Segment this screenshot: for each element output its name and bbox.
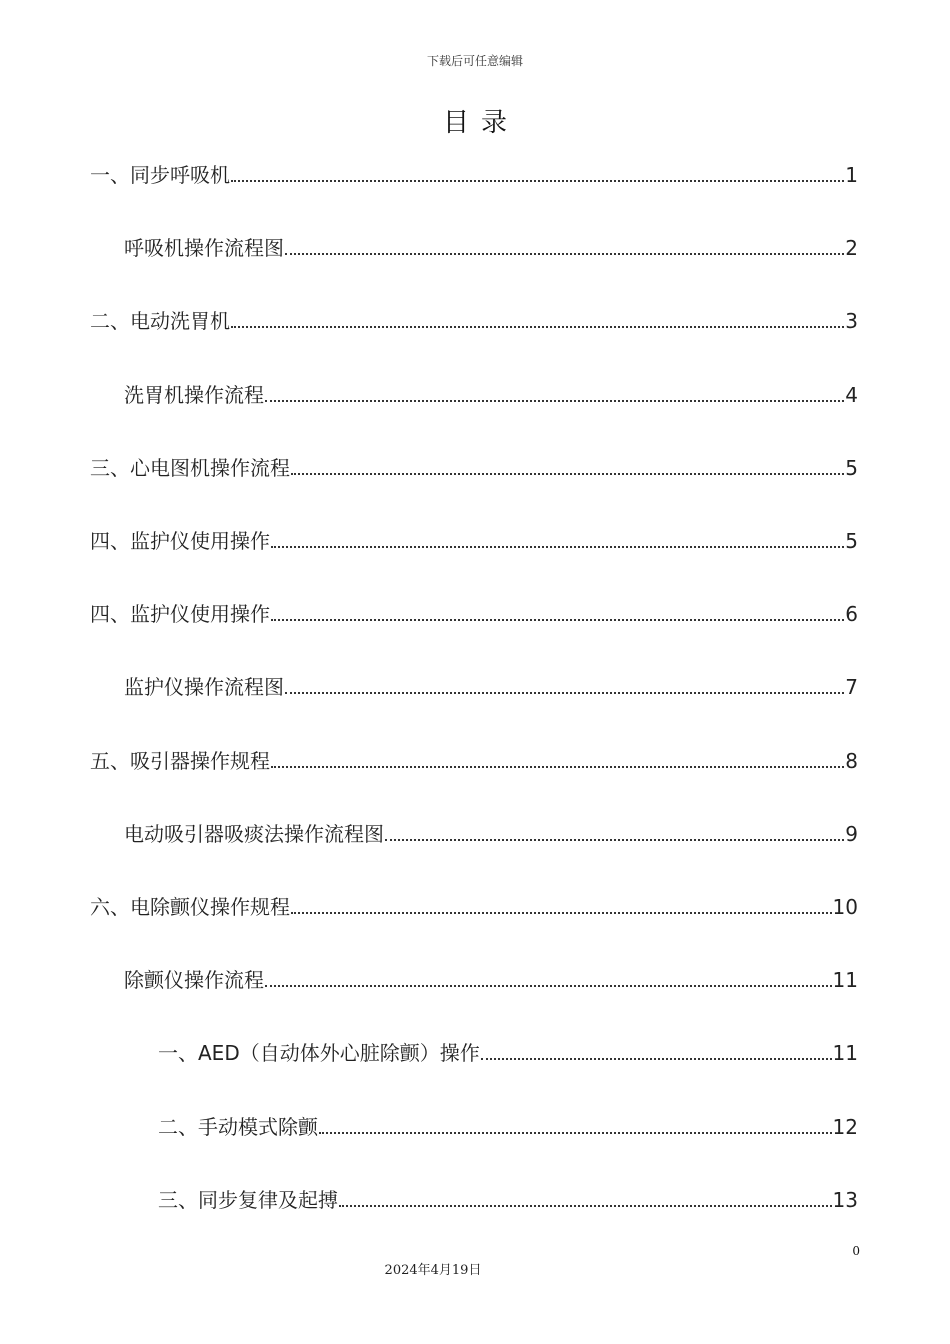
toc-entry-text: 六、电除颤仪操作规程 — [90, 895, 290, 919]
toc-entry-text: 二、电动洗胃机 — [90, 309, 230, 333]
toc-title: 目录 — [442, 108, 519, 138]
toc-dot-leader — [319, 1132, 832, 1134]
toc-entry-page: 6 — [845, 602, 858, 626]
toc-entry[interactable] — [124, 374, 858, 408]
toc-entry-text: 三、心电图机操作流程 — [90, 456, 290, 480]
toc-entry-page: 1 — [845, 163, 858, 187]
toc-entry[interactable] — [124, 813, 858, 847]
toc-entry-page: 2 — [845, 236, 858, 260]
toc-entry[interactable] — [90, 740, 858, 774]
toc-entry-page: 3 — [845, 309, 858, 333]
toc-dot-leader — [265, 400, 844, 402]
toc-dot-leader — [481, 1058, 832, 1060]
toc-dot-leader — [291, 473, 844, 475]
toc-entry-text: 洗胃机操作流程 — [124, 383, 264, 407]
toc-entry-page: 9 — [845, 822, 858, 846]
toc-entry-text: 二、手动模式除颤 — [158, 1115, 318, 1139]
toc-entry-text: 三、同步复律及起搏 — [158, 1188, 338, 1212]
toc-entry-text: 四、监护仪使用操作 — [90, 602, 270, 626]
toc-dot-leader — [231, 180, 844, 182]
toc-entry[interactable] — [124, 227, 858, 261]
toc-entry[interactable] — [90, 886, 858, 920]
page-header-note: 下载后可任意编辑 — [426, 54, 523, 68]
toc-entry-text: 监护仪操作流程图 — [124, 675, 284, 699]
toc-entry-text: 四、监护仪使用操作 — [90, 529, 270, 553]
page-date: 2024年4月19日 — [384, 1263, 482, 1278]
toc-entry-page: 13 — [832, 1188, 858, 1212]
toc-entry-text: 五、吸引器操作规程 — [90, 749, 270, 773]
toc-entry[interactable] — [90, 300, 858, 334]
toc-entry-page: 5 — [845, 529, 858, 553]
toc-entry-page: 4 — [845, 383, 858, 407]
toc-dot-leader — [231, 326, 844, 328]
toc-entry-page: 12 — [832, 1115, 858, 1139]
toc-dot-leader — [265, 985, 832, 987]
toc-entry-text: 一、同步呼吸机 — [90, 163, 230, 187]
toc-entry-page: 5 — [845, 456, 858, 480]
page-number: 0 — [852, 1244, 860, 1258]
toc-entry[interactable] — [124, 666, 858, 700]
toc-entry[interactable] — [158, 1032, 858, 1066]
toc-entry-page: 8 — [845, 749, 858, 773]
toc-dot-leader — [271, 766, 844, 768]
toc-entry[interactable] — [158, 1179, 858, 1213]
toc-entry-text: 除颤仪操作流程 — [124, 968, 264, 992]
toc-dot-leader — [285, 692, 844, 694]
toc-entry-page: 10 — [832, 895, 858, 919]
toc-entry[interactable] — [90, 447, 858, 481]
toc-entry-page: 11 — [832, 1041, 858, 1065]
toc-dot-leader — [385, 839, 844, 841]
toc-entry[interactable] — [90, 593, 858, 627]
toc-entry-text: 电动吸引器吸痰法操作流程图 — [124, 822, 384, 846]
toc-entry-page: 11 — [832, 968, 858, 992]
toc-dot-leader — [271, 546, 844, 548]
toc-entry[interactable] — [90, 154, 858, 188]
toc-entry[interactable] — [124, 959, 858, 993]
toc-dot-leader — [339, 1205, 832, 1207]
toc-entry-text: 一、AED（自动体外心脏除颤）操作 — [158, 1041, 480, 1065]
toc-dot-leader — [271, 619, 844, 621]
toc-entry[interactable] — [90, 520, 858, 554]
toc-entry-page: 7 — [845, 675, 858, 699]
toc-dot-leader — [285, 253, 844, 255]
toc-dot-leader — [291, 912, 832, 914]
toc-entry[interactable] — [158, 1106, 858, 1140]
toc-entry-text: 呼吸机操作流程图 — [124, 236, 284, 260]
